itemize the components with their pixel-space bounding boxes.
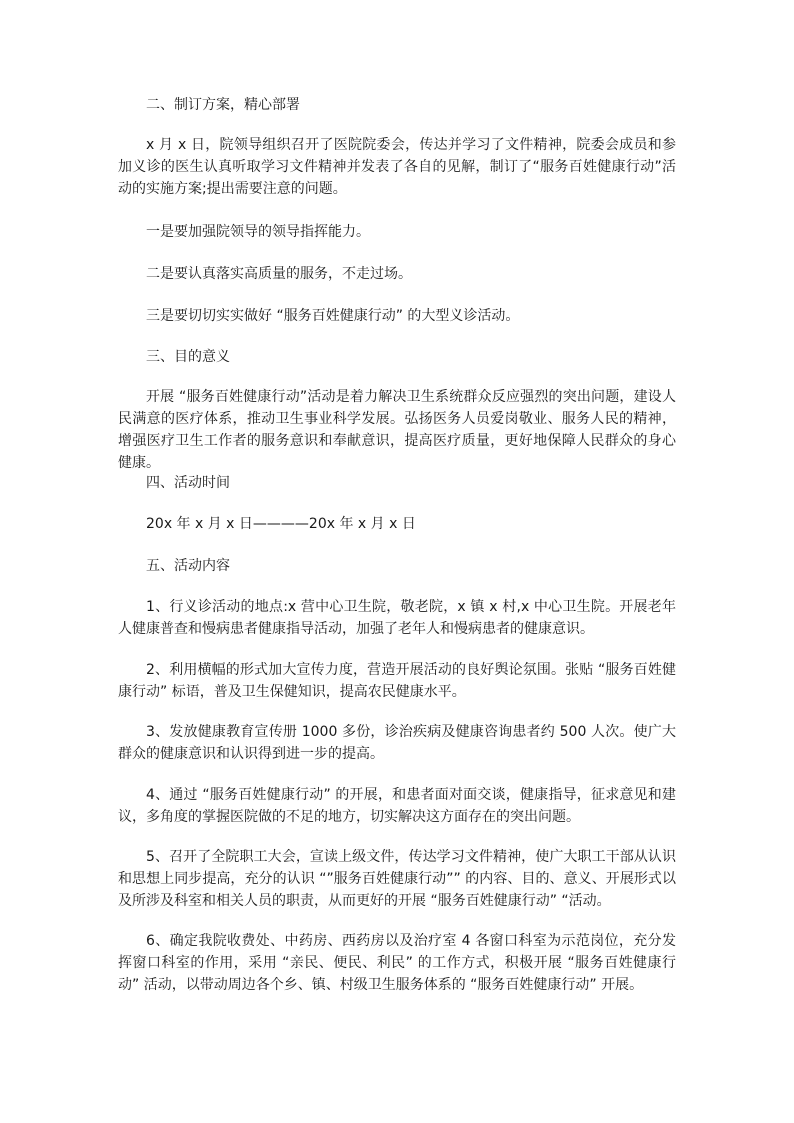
paragraph-content-6: 6、确定我院收费处、中药房、西药房以及治疗室 4 各窗口科室为示范岗位，充分发挥窗口科室的作用，采用 “亲民、便民、利民” 的工作方式，积极开展 “服务百姓健康行动” 活动，以带动周边各个乡、镇、村级卫生服务体系的 “服务百姓健康行动” 开展。 [118, 933, 676, 993]
paragraph-content-1: 1、行义诊活动的地点:x 营中心卫生院，敬老院，x 镇 x 村,x 中心卫生院。开展老年人健康普查和慢病患者健康指导活动，加强了老年人和慢病患者的健康意识。 [118, 599, 676, 637]
section-heading-5: 五、活动内容 [146, 558, 230, 574]
section-heading-4: 四、活动时间 [146, 475, 230, 491]
paragraph-point-3: 三是要切切实实做好 “服务百姓健康行动” 的大型义诊活动。 [146, 308, 520, 324]
paragraph-purpose: 开展 “服务百姓健康行动”活动是着力解决卫生系统群众反应强烈的突出问题，建设人民满意的医疗体系，推动卫生事业科学发展。弘扬医务人员爱岗敬业、服务人民的精神，增强医疗卫生工作者的服务意识和奉献意识，提高医疗质量，更好地保障人民群众的身心健康。 [118, 389, 676, 471]
paragraph-content-3: 3、发放健康教育宣传册 1000 多份，诊治疾病及健康咨询患者约 500 人次。使广大群众的健康意识和认识得到进一步的提高。 [118, 724, 676, 762]
paragraph-meeting: x 月 x 日，院领导组织召开了医院院委会，传达并学习了文件精神，院委会成员和参加义诊的医生认真听取学习文件精神并发表了各自的见解，制订了“服务百姓健康行动”活动的实施方案;提出需要注意的问题。 [118, 137, 676, 197]
paragraph-time: 20x 年 x 月 x 日————20x 年 x 月 x 日 [146, 516, 416, 532]
section-heading-2: 二、制订方案，精心部署 [146, 97, 300, 113]
paragraph-point-2: 二是要认真落实高质量的服务，不走过场。 [146, 266, 412, 282]
section-heading-3: 三、目的意义 [146, 349, 230, 365]
paragraph-content-2: 2、利用横幅的形式加大宣传力度，营造开展活动的良好舆论氛围。张贴 “服务百姓健康行动” 标语，普及卫生保健知识，提高农民健康水平。 [118, 662, 676, 700]
paragraph-content-4: 4、通过 “服务百姓健康行动” 的开展，和患者面对面交谈，健康指导，征求意见和建议，多角度的掌握医院做的不足的地方，切实解决这方面存在的突出问题。 [118, 787, 676, 825]
paragraph-point-1: 一是要加强院领导的领导指挥能力。 [146, 224, 370, 240]
paragraph-content-5: 5、召开了全院职工大会，宣读上级文件，传达学习文件精神，使广大职工干部从认识和思想上同步提高，充分的认识 “”服务百姓健康行动”” 的内容、目的、意义、开展形式以及所涉及科室和相关人员的职责，从而更好的开展 “服务百姓健康行动” “活动。 [118, 849, 676, 909]
